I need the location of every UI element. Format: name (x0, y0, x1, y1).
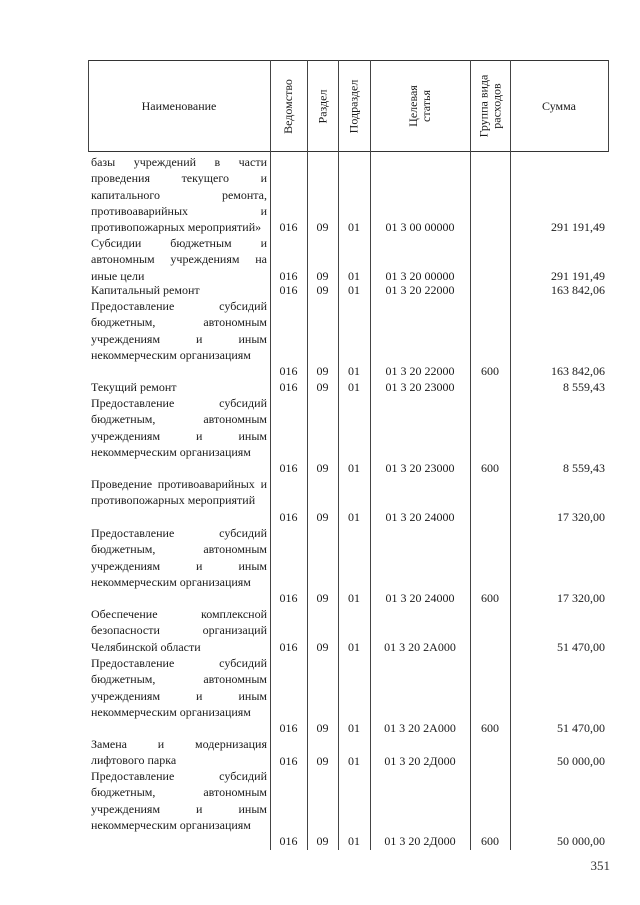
row-razdel: 09 (316, 721, 329, 735)
row-podrazdel: 01 (348, 721, 360, 735)
header-name (88, 60, 270, 152)
row-name: Предоставление субсидий бюджетным, автономным учреждениям и иным некоммерческим организациям (91, 526, 267, 589)
row-podrazdel: 01 (348, 364, 360, 378)
header-podrazdel (338, 60, 370, 152)
row-razdel: 09 (316, 510, 329, 524)
row-name: Предоставление субсидий бюджетным, автономным учреждениям и иным некоммерческим организациям (91, 769, 267, 832)
row-name: Предоставление субсидий бюджетным, автономным учреждениям и иным некоммерческим организациям (91, 396, 267, 459)
table-row (88, 525, 608, 607)
row-target: 01 3 20 2А000 (384, 721, 456, 735)
row-vedomstvo: 016 (279, 461, 298, 475)
row-target: 01 3 20 22000 (385, 364, 455, 378)
header-target-line2: статья (418, 90, 433, 122)
header-target (370, 60, 470, 152)
row-vedomstvo: 016 (279, 283, 298, 297)
header-razdel (307, 60, 338, 152)
row-target: 01 3 20 2А000 (384, 640, 456, 654)
row-sum: 50 000,00 (557, 834, 605, 848)
row-group: 600 (481, 834, 499, 848)
header-group (470, 60, 510, 152)
row-target: 01 3 00 00000 (385, 220, 455, 234)
row-podrazdel: 01 (348, 380, 360, 394)
row-vedomstvo: 016 (279, 269, 298, 283)
row-vedomstvo: 016 (279, 721, 298, 735)
row-sum: 50 000,00 (557, 754, 605, 768)
row-podrazdel: 01 (348, 461, 360, 475)
row-podrazdel: 01 (348, 510, 360, 524)
row-sum: 17 320,00 (557, 591, 605, 605)
row-name: Обеспечение комплексной безопасности организаций Челябинской области (91, 607, 267, 654)
row-podrazdel: 01 (348, 640, 360, 654)
row-sum: 8 559,43 (563, 380, 605, 394)
header-group-label (477, 75, 503, 138)
row-podrazdel: 01 (348, 269, 360, 283)
row-sum: 8 559,43 (563, 461, 605, 475)
header-group-line1: Группа вида (476, 74, 490, 138)
row-podrazdel: 01 (348, 220, 360, 234)
row-razdel: 09 (316, 380, 329, 394)
column-divider (608, 60, 609, 152)
row-group: 600 (481, 364, 499, 378)
header-podrazdel-label: Подраздел (346, 79, 361, 133)
row-name: Текущий ремонт (91, 380, 177, 394)
row-podrazdel: 01 (348, 283, 360, 297)
row-sum: 163 842,06 (551, 364, 605, 378)
row-sum: 291 191,49 (551, 220, 605, 234)
header-razdel-label: Раздел (315, 89, 330, 123)
row-name: Предоставление субсидий бюджетным, автономным учреждениям и иным некоммерческим организациям (91, 656, 267, 719)
row-razdel: 09 (316, 364, 329, 378)
row-group: 600 (481, 461, 499, 475)
row-name: Субсидии бюджетным и автономным учреждениям на иные цели (91, 236, 267, 283)
row-sum: 51 470,00 (557, 640, 605, 654)
row-name: базы учреждений в части проведения текущего и капитального ремонта, противоаварийных и противопожарных мероприятий» (91, 155, 267, 235)
row-sum: 291 191,49 (551, 269, 605, 283)
row-razdel: 09 (316, 754, 329, 768)
table-row (88, 736, 608, 769)
header-target-line1: Целевая (405, 85, 420, 127)
row-target: 01 3 20 22000 (385, 283, 455, 297)
row-vedomstvo: 016 (279, 640, 298, 654)
header-sum (510, 60, 608, 152)
header-group-line2: расходов (489, 83, 503, 129)
table-row (88, 379, 608, 396)
table-row (88, 235, 608, 284)
table-row (88, 282, 608, 299)
row-sum: 17 320,00 (557, 510, 605, 524)
row-sum: 163 842,06 (551, 283, 605, 297)
row-sum: 51 470,00 (557, 721, 605, 735)
row-podrazdel: 01 (348, 834, 360, 848)
row-vedomstvo: 016 (279, 510, 298, 524)
row-name: Капитальный ремонт (91, 283, 200, 297)
row-razdel: 09 (316, 461, 329, 475)
row-group: 600 (481, 591, 499, 605)
header-vedomstvo-label: Ведомство (281, 78, 296, 134)
row-razdel: 09 (316, 591, 329, 605)
row-vedomstvo: 016 (279, 364, 298, 378)
row-razdel: 09 (316, 640, 329, 654)
row-target: 01 3 20 2Д000 (384, 754, 456, 768)
row-vedomstvo: 016 (279, 834, 298, 848)
row-razdel: 09 (316, 269, 329, 283)
row-razdel: 09 (316, 220, 329, 234)
row-target: 01 3 20 24000 (385, 591, 455, 605)
table-row (88, 395, 608, 477)
table-row (88, 298, 608, 380)
row-razdel: 09 (316, 283, 329, 297)
table-row (88, 154, 608, 235)
header-name-label: Наименование (141, 98, 217, 113)
row-podrazdel: 01 (348, 591, 360, 605)
row-target: 01 3 20 23000 (385, 461, 455, 475)
header-target-label (407, 85, 433, 127)
row-podrazdel: 01 (348, 754, 360, 768)
row-razdel: 09 (316, 834, 329, 848)
table-row (88, 606, 608, 656)
row-vedomstvo: 016 (279, 754, 298, 768)
header-vedomstvo (270, 60, 307, 152)
row-group: 600 (481, 721, 499, 735)
row-vedomstvo: 016 (279, 380, 298, 394)
budget-table (88, 60, 608, 850)
table-row (88, 476, 608, 526)
row-target: 01 3 20 24000 (385, 510, 455, 524)
row-vedomstvo: 016 (279, 591, 298, 605)
row-target: 01 3 20 23000 (385, 380, 455, 394)
row-name: Предоставление субсидий бюджетным, автономным учреждениям и иным некоммерческим организациям (91, 299, 267, 362)
page-number: 351 (590, 858, 610, 873)
row-vedomstvo: 016 (279, 220, 298, 234)
table-row (88, 655, 608, 737)
header-sum-label: Сумма (542, 98, 576, 113)
row-name: Проведение противоаварийных и противопожарных мероприятий (91, 477, 267, 508)
row-target: 01 3 20 2Д000 (384, 834, 456, 848)
table-row (88, 768, 608, 850)
row-target: 01 3 20 00000 (385, 269, 455, 283)
row-name: Замена и модернизация лифтового парка (91, 737, 267, 768)
